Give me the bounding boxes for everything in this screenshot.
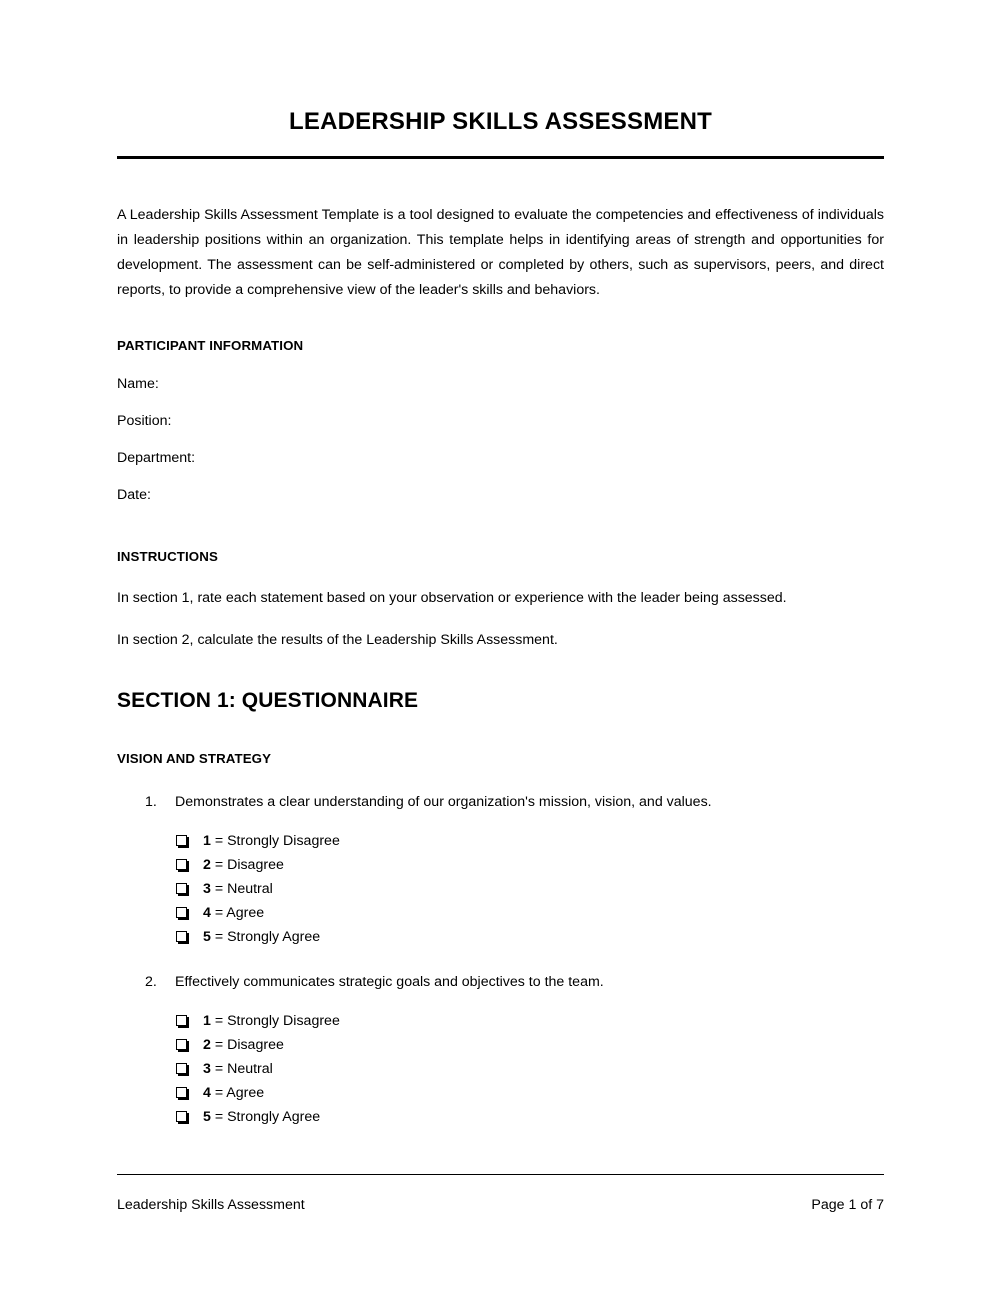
question-block (117, 769, 884, 949)
rating-value: 2 (203, 856, 211, 873)
rating-label: = Neutral (214, 1060, 273, 1077)
rating-label: = Disagree (214, 1036, 284, 1053)
rating-label: = Strongly Disagree (214, 1012, 340, 1029)
rating-value: 4 (203, 1084, 211, 1101)
checkbox-icon[interactable] (176, 859, 187, 870)
page-title: LEADERSHIP SKILLS ASSESSMENT (289, 108, 712, 135)
checkbox-icon[interactable] (176, 1063, 187, 1074)
rating-option[interactable] (176, 1081, 884, 1105)
question-text-row (117, 972, 884, 992)
section-1-heading: SECTION 1: QUESTIONNAIRE (117, 688, 419, 712)
document-content (117, 0, 884, 1129)
instructions-heading: INSTRUCTIONS (117, 548, 218, 564)
question-number: 2. (145, 973, 157, 990)
title-divider (117, 156, 884, 159)
rating-option[interactable] (176, 1105, 884, 1129)
checkbox-icon[interactable] (176, 883, 187, 894)
rating-value: 1 (203, 1012, 211, 1029)
instructions-paragraph-1: In section 1, rate each statement based on your observation or experience with the leader being assessed. (117, 589, 787, 606)
checkbox-icon[interactable] (176, 1087, 187, 1098)
footer-page-number: Page 1 of 7 (811, 1197, 884, 1213)
question-number: 1. (145, 793, 157, 810)
rating-value: 5 (203, 928, 211, 945)
checkbox-icon[interactable] (176, 1015, 187, 1026)
question-text: Demonstrates a clear understanding of our organization's mission, vision, and values. (175, 793, 712, 810)
rating-label: = Strongly Agree (214, 1108, 321, 1125)
question-text: Effectively communicates strategic goals and objectives to the team. (175, 973, 604, 990)
rating-label: = Agree (214, 1084, 265, 1101)
rating-scale-list (117, 992, 884, 1129)
rating-option[interactable] (176, 1057, 884, 1081)
checkbox-icon[interactable] (176, 931, 187, 942)
rating-label: = Neutral (214, 880, 273, 897)
rating-label: = Agree (214, 904, 265, 921)
rating-option[interactable] (176, 829, 884, 853)
rating-value: 3 (203, 880, 211, 897)
rating-value: 2 (203, 1036, 211, 1053)
instructions-paragraph-2: In section 2, calculate the results of the Leadership Skills Assessment. (117, 631, 558, 648)
checkbox-icon[interactable] (176, 835, 187, 846)
rating-option[interactable] (176, 901, 884, 925)
checkbox-icon[interactable] (176, 907, 187, 918)
rating-option[interactable] (176, 877, 884, 901)
vision-and-strategy-heading: VISION AND STRATEGY (117, 750, 272, 766)
rating-value: 5 (203, 1108, 211, 1125)
rating-option[interactable] (176, 1033, 884, 1057)
rating-value: 3 (203, 1060, 211, 1077)
footer-row (117, 1175, 884, 1214)
rating-value: 1 (203, 832, 211, 849)
rating-option[interactable] (176, 1009, 884, 1033)
checkbox-icon[interactable] (176, 1039, 187, 1050)
rating-option[interactable] (176, 853, 884, 877)
question-block (117, 949, 884, 1129)
page-footer (117, 1174, 884, 1214)
rating-label: = Strongly Agree (214, 928, 321, 945)
rating-value: 4 (203, 904, 211, 921)
footer-document-name: Leadership Skills Assessment (117, 1197, 305, 1213)
rating-label: = Strongly Disagree (214, 832, 340, 849)
field-name-label: Name: (117, 375, 159, 392)
participant-information-heading: PARTICIPANT INFORMATION (117, 337, 304, 353)
intro-paragraph: A Leadership Skills Assessment Template is a tool designed to evaluate the competencies and effectiveness of individuals in leadership positions within an organization. This template helps in identifying areas of strength and opportunities for development. The assessment can be self-administered or completed by others, such as supervisors, peers, and direct reports, to provide a comprehensive view of the leader's skills and behaviors. (117, 206, 884, 298)
question-text-row (117, 792, 884, 812)
rating-option[interactable] (176, 925, 884, 949)
checkbox-icon[interactable] (176, 1111, 187, 1122)
rating-scale-list (117, 812, 884, 949)
field-position-label: Position: (117, 412, 172, 429)
field-department-label: Department: (117, 449, 196, 466)
field-date-label: Date: (117, 486, 151, 503)
rating-label: = Disagree (214, 856, 284, 873)
